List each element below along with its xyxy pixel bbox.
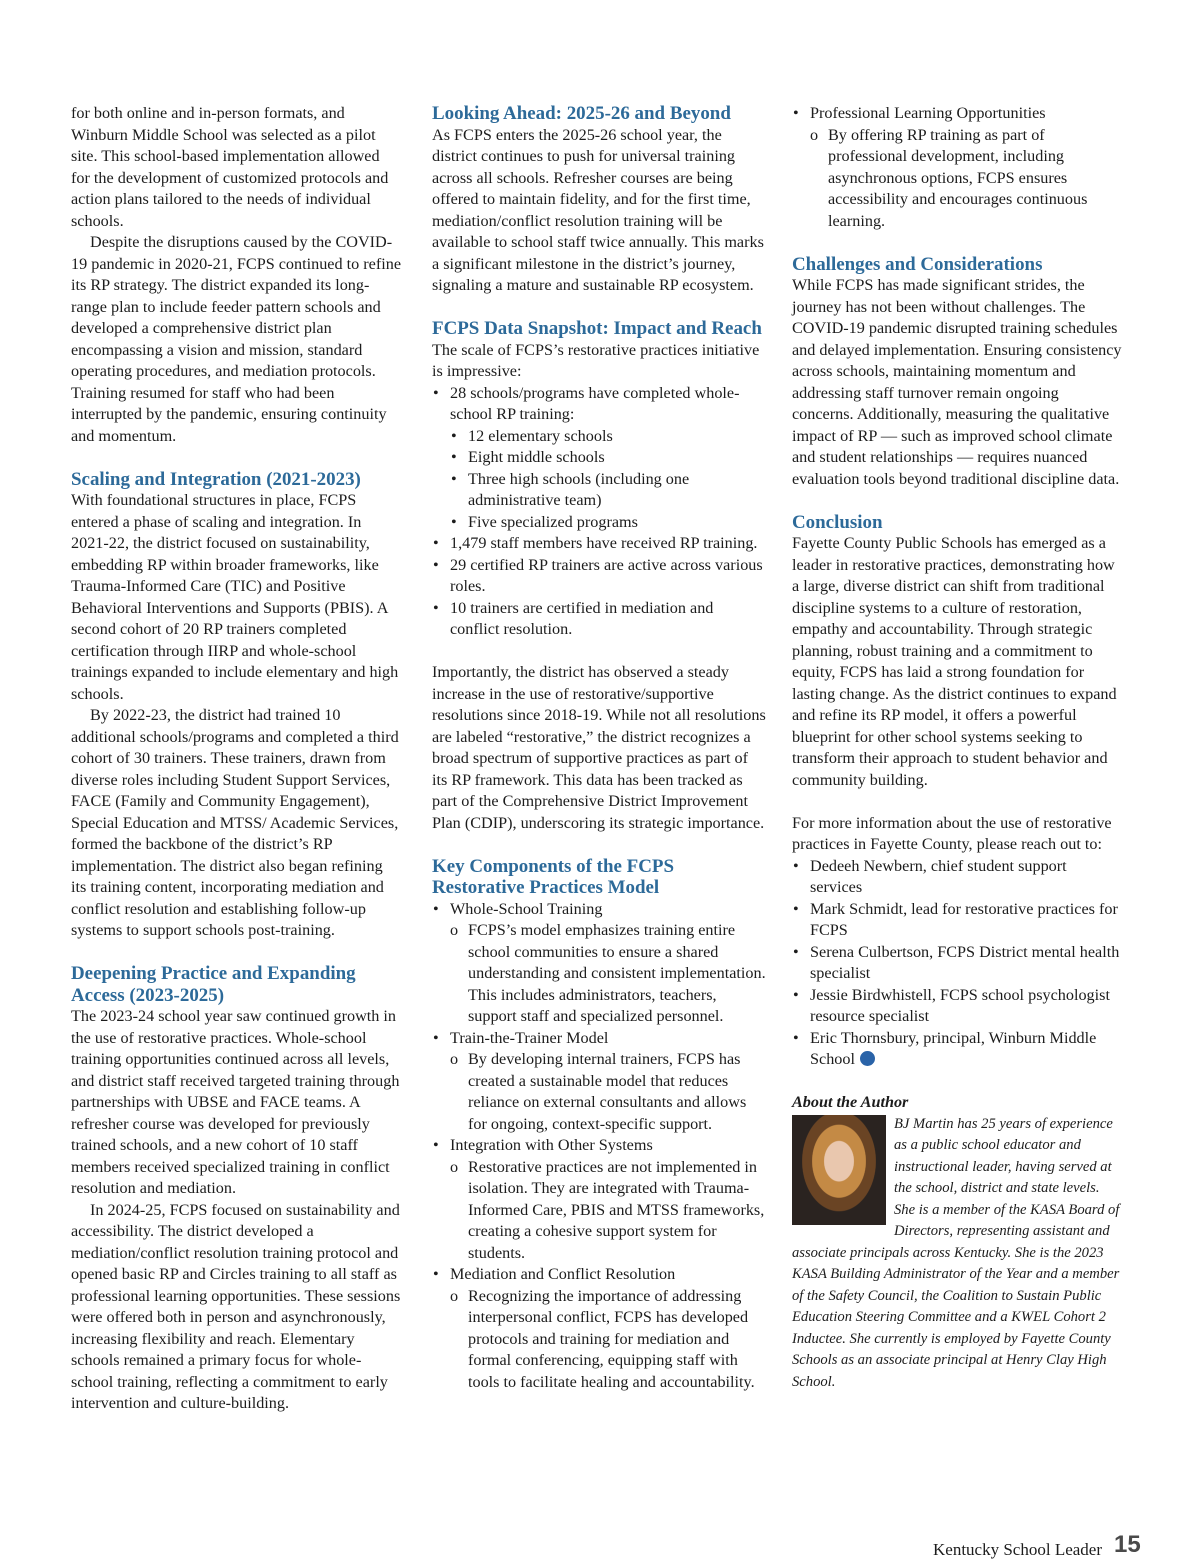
list-item: o FCPS’s model emphasizes training entire school communities to ensure a shared understanding and consistent implementation. This includes administrators, teachers, support staff and specialized personnel.	[432, 920, 766, 1028]
list-item: • 12 elementary schools	[450, 426, 766, 448]
sub-list	[792, 125, 1122, 233]
components-list	[432, 899, 766, 1394]
list-item	[432, 383, 766, 534]
section-heading-challenges: Challenges and Considerations	[792, 253, 1043, 275]
snapshot-list	[432, 383, 766, 641]
list-item: • 10 trainers are certified in mediation and conflict resolution.	[432, 598, 766, 641]
section-heading-data-snapshot: FCPS Data Snapshot: Impact and Reach	[432, 318, 762, 339]
components-list-continued	[792, 103, 1122, 232]
contact-item: • Mark Schmidt, lead for restorative practices for FCPS	[792, 899, 1122, 942]
paragraph: With foundational structures in place, FCPS entered a phase of scaling and integration. In 2021-22, the district focused on sustainability, embedding RP within broader frameworks, like Trauma-Informed Care (TIC) and Positive Behavioral Interventions and Supports (PBIS). A second cohort of 20 RP trainers completed certification through IIRP and whole-school trainings expanded to include elementary and high schools.	[71, 491, 399, 703]
author-bio-block	[792, 1114, 1122, 1394]
contact-item-text: Eric Thornsbury, principal, Winburn Middle School	[810, 1028, 1097, 1068]
list-item	[432, 1135, 766, 1264]
paragraph: The 2023-24 school year saw continued growth in the use of restorative practices. Whole-school training opportunities continued across all levels, and district staff received targeted training through partnerships with UBSE and FACE teams. A refresher course was developed for previously trained schools, and a new cohort of 10 staff members received specialized training in conflict resolution and mediation.	[71, 1007, 400, 1197]
list-item-text: Mediation and Conflict Resolution	[450, 1265, 676, 1283]
school-breakdown-list	[450, 426, 766, 534]
paragraph: Despite the disruptions caused by the COVID-19 pandemic in 2020-21, FCPS continued to refine its RP strategy. The district expanded its long-range plan to include feeder pattern schools and developed a comprehensive district plan encompassing a vision and mission, standard operating procedures, and mediation protocols. Training resumed for staff who had been interrupted by the pandemic, ensuring continuity and momentum.	[71, 233, 402, 445]
sub-list	[432, 1049, 766, 1135]
author-photo	[792, 1115, 886, 1225]
sub-list	[432, 920, 766, 1028]
section-heading-deepening: Deepening Practice and Expanding Access (2023-2025)	[71, 963, 356, 1006]
paragraph: Fayette County Public Schools has emerged as a leader in restorative practices, demonstrating how a large, diverse district can shift from traditional discipline systems to a culture of restoration, empathy and accountability. Through strategic planning, robust training and a commitment to equity, FCPS has laid a strong foundation for lasting change. As the district continues to expand and refine its RP model, it offers a powerful blueprint for other school systems seeking to transform their approach to student behavior and community building.	[792, 534, 1117, 789]
list-item-text: 28 schools/programs have completed whole-school RP training:	[450, 383, 740, 423]
list-item: o By offering RP training as part of professional development, including asynchronous options, FCPS ensures accessibility and encourages continuous learning.	[792, 125, 1122, 233]
section-heading-scaling: Scaling and Integration (2021-2023)	[71, 468, 361, 490]
list-item	[432, 1264, 766, 1393]
list-item-text: Professional Learning Opportunities	[810, 104, 1046, 122]
section-heading-conclusion: Conclusion	[792, 511, 883, 533]
contact-item	[792, 1028, 1122, 1071]
column-left	[71, 103, 401, 1415]
contact-item: • Dedeeh Newbern, chief student support services	[792, 856, 1122, 899]
paragraph: While FCPS has made significant strides, the journey has not been without challenges. The COVID-19 pandemic disrupted training schedules and delayed implementation. Ensuring consistency across schools, maintaining momentum and addressing staff turnover remain ongoing concerns. Additionally, measuring the qualitative impact of RP — such as improved school climate and student relationships — requires nuanced evaluation tools beyond traditional discipline data.	[792, 276, 1122, 488]
list-item: • Five specialized programs	[450, 512, 766, 534]
column-right	[792, 103, 1122, 1393]
list-item: o Restorative practices are not implemented in isolation. They are integrated with Trauma-Informed Care, PBIS and MTSS frameworks, creating a cohesive support system for students.	[432, 1157, 766, 1265]
contact-item: • Jessie Birdwhistell, FCPS school psychologist resource specialist	[792, 985, 1122, 1028]
list-item-text: Whole-School Training	[450, 899, 603, 918]
list-item: • Eight middle schools	[450, 447, 766, 469]
list-item	[432, 1028, 766, 1136]
list-item: o Recognizing the importance of addressing interpersonal conflict, FCPS has developed protocols and training for mediation and formal conferencing, equipping staff with tools to facilitate healing and accountability.	[432, 1286, 766, 1394]
list-item-text: Integration with Other Systems	[450, 1136, 653, 1154]
list-item: • 1,479 staff members have received RP training.	[432, 533, 766, 555]
list-item: o By developing internal trainers, FCPS has created a sustainable model that reduces reliance on external consultants and allows for ongoing, context-specific support.	[432, 1049, 766, 1135]
list-item	[792, 103, 1122, 232]
end-mark-icon	[860, 1051, 875, 1066]
list-item-text: Train-the-Trainer Model	[450, 1028, 609, 1047]
page-number: 15	[1114, 1531, 1141, 1558]
list-item	[432, 899, 766, 1028]
contact-item: • Serena Culbertson, FCPS District mental health specialist	[792, 942, 1122, 985]
section-heading-looking-ahead: Looking Ahead: 2025-26 and Beyond	[432, 103, 731, 124]
publication-title: Kentucky School Leader	[933, 1540, 1102, 1559]
paragraph: By 2022-23, the district had trained 10 additional schools/programs and completed a third cohort of 30 trainers. These trainers, drawn from diverse roles including Student Support Services, FACE (Family and Community Engagement), Special Education and MTSS/ Academic Services, formed the backbone of the district’s RP implementation. The district also began refining its training content, incorporating mediation and conflict resolution and establishing follow-up systems to support schools post-training.	[71, 706, 399, 939]
author-bio: BJ Martin has 25 years of experience as a public school educator and instructional leader, having served at the school, district and state levels. She is a member of the KASA Board of Directors, representing assistant and associate principals across Kentucky. She is the 2023 KASA Building Administrator of the Year and a member of the Safety Council, the Coalition to Sustain Public Education Steering Committee and a KWEL Cohort 2 Inductee. She currently is employed by Fayette County Schools as an associate principal at Henry Clay High School.	[792, 1115, 1120, 1390]
list-item: • 29 certified RP trainers are active across various roles.	[432, 555, 766, 598]
sub-list	[432, 1286, 766, 1394]
author-heading: About the Author	[792, 1093, 909, 1111]
paragraph: In 2024-25, FCPS focused on sustainability and accessibility. The district developed a mediation/conflict resolution training protocol and opened basic RP and Circles training to all staff as professional learning opportunities. These sessions were offered both in person and asynchronously, increasing flexibility and reach. Elementary schools remained a primary focus for whole-school training, reflecting a commitment to early intervention and culture-building.	[71, 1200, 401, 1412]
paragraph: For more information about the use of restorative practices in Fayette County, please reach out to:	[792, 813, 1112, 853]
paragraph: Importantly, the district has observed a steady increase in the use of restorative/supportive resolutions since 2018-19. While not all resolutions are labeled “restorative,” the district recognizes a broad spectrum of supportive practices as part of its RP framework. This data has been tracked as part of the Comprehensive District Improvement Plan (CDIP), underscoring its strategic importance.	[432, 663, 766, 832]
contacts-list	[792, 856, 1122, 1071]
paragraph: The scale of FCPS’s restorative practices initiative is impressive:	[432, 340, 760, 380]
paragraph: As FCPS enters the 2025-26 school year, the district continues to push for universal training across all schools. Refresher courses are being offered to maintain fidelity, and for the first time, mediation/conflict resolution training will be available to school staff twice annually. This marks a significant milestone in the district’s journey, signaling a mature and sustainable RP ecosystem.	[432, 125, 764, 294]
sub-list	[432, 1157, 766, 1265]
list-item: • Three high schools (including one administrative team)	[450, 469, 766, 512]
section-heading-key-components: Key Components of the FCPS Restorative Practices Model	[432, 855, 674, 898]
paragraph: for both online and in-person formats, and Winburn Middle School was selected as a pilot site. This school-based implementation allowed for the development of customized protocols and action plans tailored to the needs of individual schools.	[71, 104, 389, 230]
column-middle	[432, 103, 766, 1393]
